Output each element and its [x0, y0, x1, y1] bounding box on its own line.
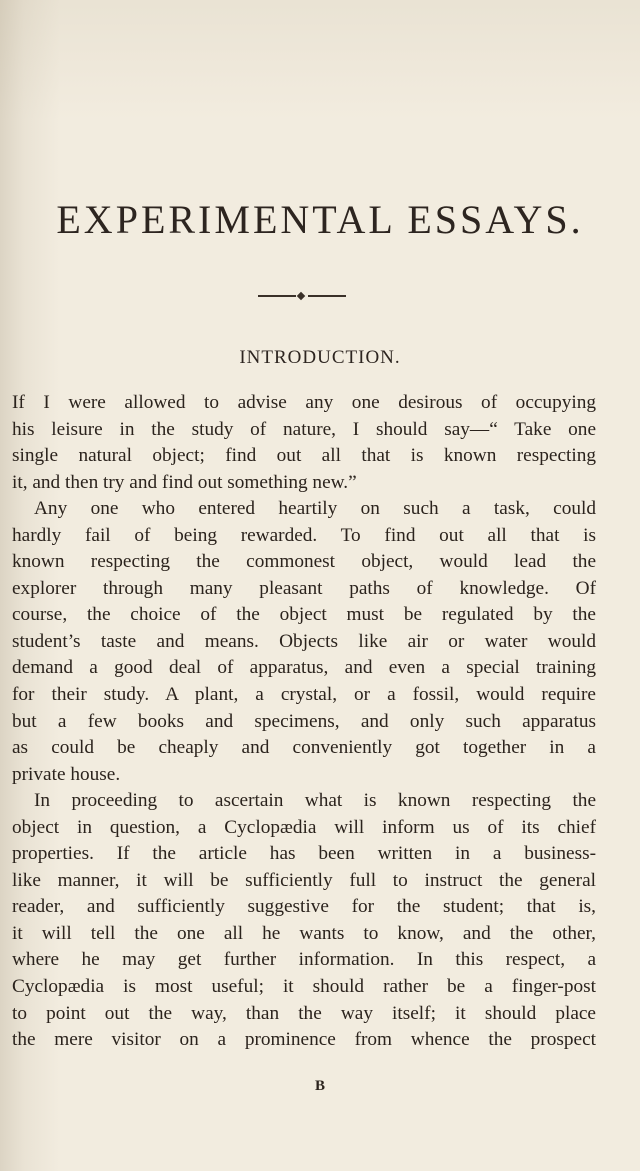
text-line-9: course, the choice of the object must be regulated by the — [12, 604, 596, 626]
text-line-6: hardly fail of being rewarded. To find out all that is — [12, 524, 596, 546]
ornament-diamond-icon — [297, 292, 305, 300]
text-line-10: student’s taste and means. Objects like air or water would — [12, 630, 596, 652]
page-title: EXPERIMENTAL ESSAYS. — [56, 197, 584, 242]
text-line-15: private house. — [12, 763, 121, 785]
text-line-2: his leisure in the study of nature, I should say—“ Take one — [12, 418, 596, 440]
text-line-17: object in question, a Cyclopædia will inform us of its chief — [12, 816, 596, 838]
text-line-12: for their study. A plant, a crystal, or a fossil, would require — [12, 684, 596, 706]
text-line-22: where he may get further information. In this respect, a — [12, 949, 596, 971]
text-line-8: explorer through many pleasant paths of knowledge. Of — [12, 577, 596, 599]
text-line-20: reader, and sufficiently suggestive for the student; that is, — [12, 896, 596, 918]
text-line-4: it, and then try and find out something new.” — [12, 471, 357, 493]
ornament-line-left — [258, 295, 296, 297]
introduction-text — [12, 390, 596, 1054]
text-line-7: known respecting the commonest object, would lead the — [12, 551, 596, 573]
text-line-5: Any one who entered heartily on such a task, could — [34, 498, 596, 520]
text-line-23: Cyclopædia is most useful; it should rather be a finger-post — [12, 976, 596, 998]
section-title: INTRODUCTION. — [239, 347, 401, 368]
text-line-11: demand a good deal of apparatus, and even a special training — [12, 657, 596, 679]
text-line-21: it will tell the one all he wants to know, and the other, — [12, 922, 596, 944]
text-line-14: as could be cheaply and conveniently got together in a — [12, 737, 596, 759]
text-line-1: If I were allowed to advise any one desirous of occupying — [12, 392, 596, 413]
title-divider-ornament — [258, 291, 346, 301]
text-line-19: like manner, it will be sufficiently full to instruct the general — [12, 869, 596, 891]
page-signature: B — [314, 1078, 325, 1094]
text-line-18: properties. If the article has been written in a business- — [12, 843, 596, 865]
text-line-13: but a few books and specimens, and only such apparatus — [12, 710, 596, 732]
ornament-line-right — [308, 295, 346, 297]
text-line-3: single natural object; find out all that is known respecting — [12, 445, 596, 467]
text-line-24: to point out the way, than the way itself; it should place — [12, 1002, 596, 1024]
text-line-25: the mere visitor on a prominence from whence the prospect — [12, 1029, 596, 1051]
text-line-16: In proceeding to ascertain what is known respecting the — [34, 790, 596, 812]
